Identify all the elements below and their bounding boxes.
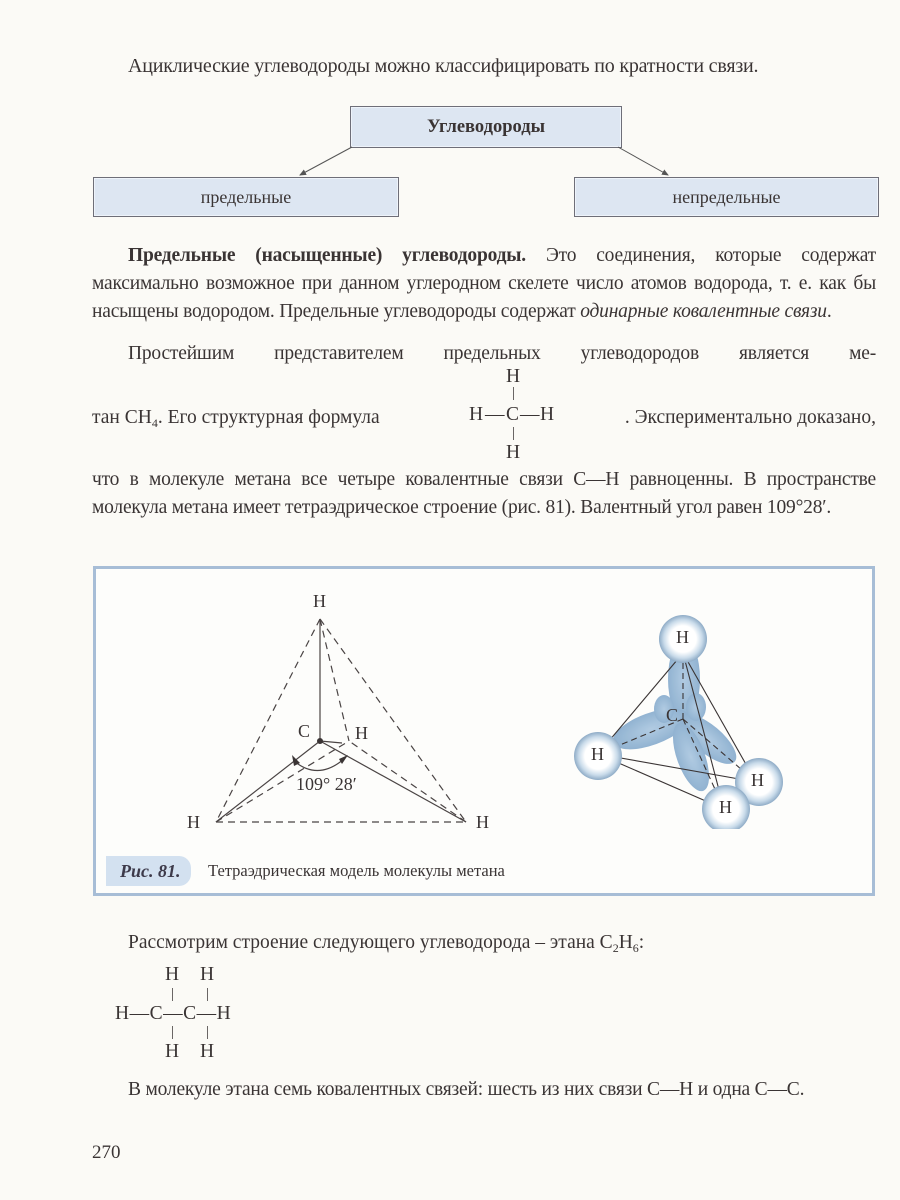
figure-caption: Тетраэдрическая модель молекулы метана: [208, 861, 505, 880]
formula-c: C: [506, 404, 520, 425]
term-saturated: Предельные (насыщенные) углеводороды.: [128, 245, 526, 266]
arrow-right: [618, 147, 668, 175]
methane-formula-label: . Его структурная формула: [157, 407, 380, 428]
paragraph-saturated: [92, 242, 876, 326]
ethane-intro: Рассмотрим строение следующего углеводорода – этана C: [128, 932, 613, 953]
ethane-sub-c: 2: [612, 941, 619, 955]
left-model-h-back: H: [355, 723, 368, 743]
paragraph-ethane-bonds: В молекуле этана семь ковалентных связей: шесть из них связи C—H и одна C—C.: [128, 1079, 805, 1100]
paragraph-ethane: [128, 929, 644, 957]
formula-h-bottom: H: [506, 442, 521, 463]
class-arrows: [0, 0, 900, 240]
ethane-bar-top2: |: [206, 986, 210, 1002]
formula-h-top: H: [506, 366, 521, 387]
formula-h-right: H: [540, 404, 555, 425]
left-model-angle: 109° 28′: [296, 774, 357, 794]
left-model-c: C: [298, 721, 311, 741]
figure-label: Рис. 81.: [106, 856, 191, 886]
ethane-bar-top1: |: [171, 986, 175, 1002]
ethane-h-top2: H: [200, 964, 215, 985]
ethane-row: H—C—C—H: [115, 1003, 232, 1024]
term-single-bonds: одинарные ковалентные связи: [580, 301, 827, 322]
arrow-left: [300, 147, 352, 175]
paragraph-methane-line1: Простейшим представителем предельных углеводородов является ме-: [128, 343, 876, 364]
formula-h-left: H: [469, 404, 484, 425]
ethane-h-bottom2: H: [200, 1041, 215, 1062]
left-model-h-top: H: [313, 591, 326, 611]
methane-subscript: 4: [151, 416, 158, 430]
orbital-h-bottom: H: [719, 797, 732, 817]
formula-bar-bottom: |: [512, 425, 516, 441]
paragraph-methane-rest: что в молекуле метана все четыре ковалентные связи C—H равноценны. В пространстве молекула метана имеет тетраэдрическое строение (рис. 81). Валентный угол равен 109°28′.: [92, 469, 876, 518]
left-model-h-bottom-right: H: [476, 812, 489, 832]
ethane-h-bottom1: H: [165, 1041, 180, 1062]
formula-bar-top: |: [512, 385, 516, 401]
class-left-label: предельные: [200, 186, 292, 207]
orbital-h-left: H: [591, 744, 604, 764]
p1-end: .: [826, 301, 832, 322]
intro-text: Ациклические углеводороды можно классифицировать по кратности связи.: [128, 55, 759, 77]
page-number: 270: [92, 1142, 121, 1163]
orbital-h-top: H: [676, 627, 689, 647]
ethane-bar-bottom1: |: [171, 1024, 175, 1040]
formula-dash-right: —: [520, 404, 540, 425]
ethane-sub-h: 6: [632, 941, 639, 955]
orbital-c: C: [666, 705, 679, 725]
p1-text: Это соединения, которые содержат максимально возможное при данном углеродном скелете число атомов водорода, т. е. как бы насыщены водородом. Предельные углеводороды содержат: [92, 245, 876, 322]
methane-name: тан CH: [92, 407, 152, 428]
orbital-h-right: H: [751, 770, 764, 790]
left-model-h-bottom-left: H: [187, 812, 200, 832]
ethane-colon: :: [638, 932, 645, 953]
ethane-bar-bottom2: |: [206, 1024, 210, 1040]
paragraph-methane-line2-end: . Экспериментально доказано,: [624, 407, 876, 428]
ethane-h-top1: H: [165, 964, 180, 985]
figure-81: [93, 566, 875, 896]
class-right-label: непредельные: [672, 186, 781, 207]
ethane-h: H: [618, 932, 633, 953]
class-root-label: Углеводороды: [426, 116, 546, 137]
formula-dash-left: —: [485, 404, 505, 425]
